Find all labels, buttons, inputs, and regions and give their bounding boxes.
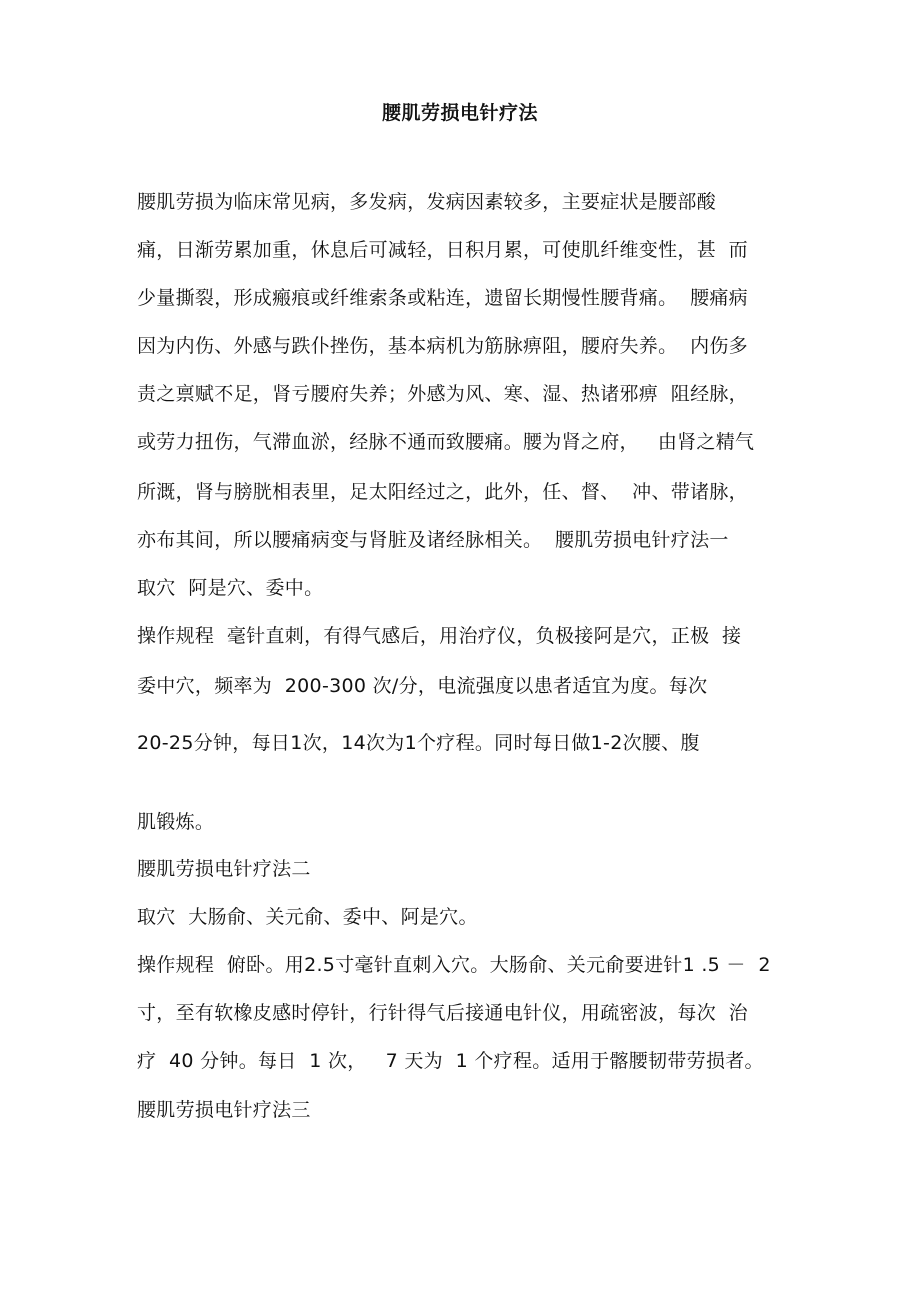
- procedure-line: 肌锻炼。: [137, 811, 215, 833]
- paragraph-line: 责之禀赋不足，肾亏腰府失养；外感为风、寒、湿、热诸邪痹 阻经脉，: [137, 383, 748, 405]
- paragraph-line: 因为内伤、外感与跌仆挫伤，基本病机为筋脉痹阻，腰府失养。 内伤多: [137, 335, 748, 357]
- procedure-line: 操作规程 俯卧。用2.5寸毫针直刺入穴。大肠俞、关元俞要进针1 .5 － 2: [137, 954, 771, 976]
- section-heading: 腰肌劳损电针疗法二: [137, 858, 311, 880]
- procedure-line: 寸，至有软橡皮感时停针，行针得气后接通电针仪，用疏密波，每次 治: [137, 1002, 748, 1024]
- paragraph-line: 腰肌劳损为临床常见病，多发病，发病因素较多，主要症状是腰部酸: [137, 191, 717, 213]
- paragraph-line: 痛，日渐劳累加重，休息后可减轻，日积月累，可使肌纤维变性，甚 而: [137, 239, 748, 261]
- procedure-line: 委中穴，频率为 200-300 次/分，电流强度以患者适宜为度。每次: [137, 675, 708, 697]
- paragraph-line: 或劳力扭伤，气滞血淤，经脉不通而致腰痛。腰为肾之府， 由肾之精气: [137, 431, 755, 453]
- acupoint-line: 取穴 阿是穴、委中。: [137, 577, 324, 599]
- paragraph-line: 所溉，肾与膀胱相表里，足太阳经过之，此外，任、督、 冲、带诸脉，: [137, 481, 748, 503]
- acupoint-line: 取穴 大肠俞、关元俞、委中、阿是穴。: [137, 906, 478, 928]
- procedure-line: 疗 40 分钟。每日 1 次， 7 天为 1 个疗程。适用于髂腰韧带劳损者。: [137, 1050, 764, 1072]
- procedure-line: 操作规程 毫针直刺，有得气感后，用治疗仪，负极接阿是穴，正极 接: [137, 625, 742, 647]
- paragraph-line: 少量撕裂，形成瘢痕或纤维索条或粘连，遗留长期慢性腰背痛。 腰痛病: [137, 287, 748, 309]
- document-title: 腰肌劳损电针疗法: [381, 102, 538, 124]
- procedure-line: 20-25分钟，每日1次，14次为1个疗程。同时每日做1-2次腰、腹: [137, 732, 700, 754]
- section-heading: 腰肌劳损电针疗法三: [137, 1099, 311, 1121]
- paragraph-line: 亦布其间，所以腰痛病变与肾脏及诸经脉相关。 腰肌劳损电针疗法一: [137, 529, 729, 551]
